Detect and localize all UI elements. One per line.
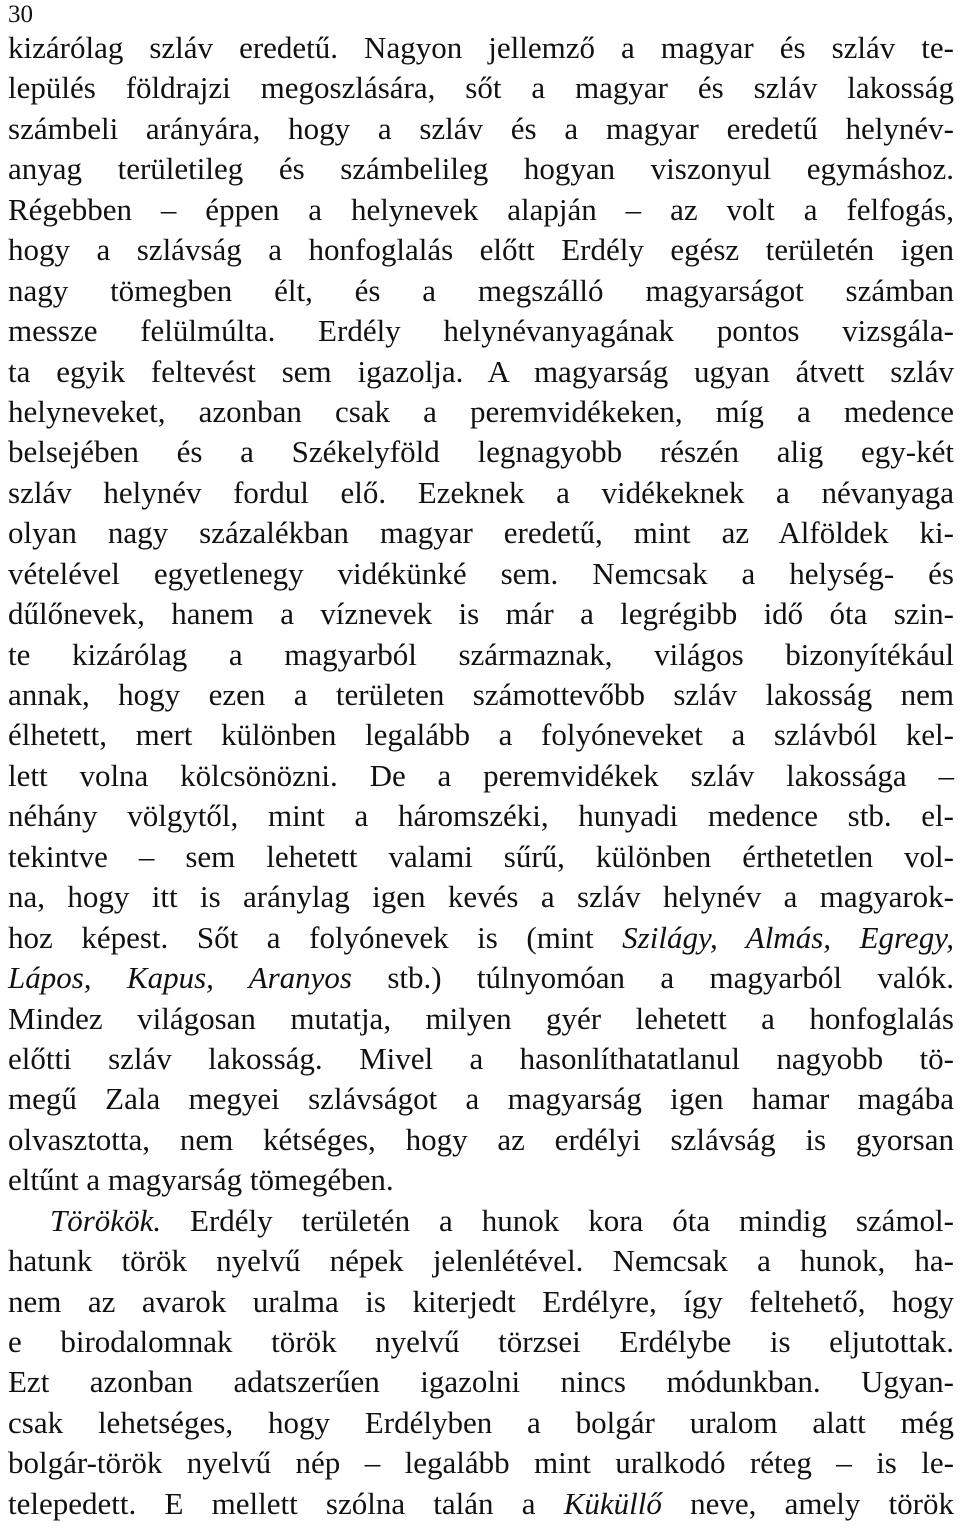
text-span: neve, amely török [661,1485,954,1521]
text-span: tekintve – sem lehetett valami sűrű, különben érthetetlen vol- [8,838,954,874]
text-span: nem az avarok uralma is kiterjedt Erdélyre, így feltehető, hogy [8,1283,954,1319]
text-span: ta egyik feltevést sem igazolja. A magyarság ugyan átvett szláv [8,353,954,389]
text-span: e birodalomnak török nyelvű törzsei Erdélybe is eljutottak. [8,1324,954,1359]
text-span: hatunk török nyelvű népek jelenlétével. Nemcsak a hunok, ha- [8,1243,954,1279]
text-line [8,756,954,796]
text-span: néhány völgytől, mint a háromszéki, hunyadi medence stb. el- [8,798,954,834]
text-span: lett volna kölcsönözni. De a peremvidékek szláv lakossága – [8,757,954,793]
text-span: na, hogy itt is aránylag igen kevés a szláv helynév a magyarok- [8,879,954,915]
text-line [8,1079,954,1119]
text-span: Mindez világosan mutatja, milyen gyér lehetett a honfoglalás [8,1000,954,1036]
text-line [8,352,954,392]
text-line [8,513,954,553]
text-span: Erdély területén a hunok kora óta mindig számol- [161,1202,954,1238]
body-text [8,28,954,1524]
text-span: Ezt azonban adatszerűen igazolni nincs módunkban. Ugyan- [8,1364,954,1400]
text-line [8,554,954,594]
text-span: vételével egyetlenegy vidékünké sem. Nemcsak a helység- és [8,555,954,591]
italic-text-span: Küküllő [563,1485,662,1521]
text-line [8,635,954,675]
text-line [8,877,954,917]
text-span: élhetett, mert különben legalább a folyóneveket a szlávból kel- [8,717,954,753]
text-line [8,594,954,634]
text-line [8,1282,954,1322]
text-line [8,1039,954,1079]
text-line [8,68,954,108]
text-span: dűlőnevek, hanem a víznevek is már a legrégibb idő óta szin- [8,596,954,632]
text-line [8,28,954,68]
italic-text-span: Szilágy, Almás, Egregy, [622,919,954,955]
text-span: helyneveket, azonban csak a peremvidékeken, míg a medence [8,393,954,429]
text-span: megű Zala megyei szlávságot a magyarság igen hamar magába [8,1081,954,1117]
text-span: olyan nagy százalékban magyar eredetű, mint az Alföldek ki- [8,515,954,551]
text-span: kizárólag szláv eredetű. Nagyon jellemző a magyar és szláv te- [8,30,954,65]
text-line [8,1443,954,1483]
text-span: messze felülmúlta. Erdély helynévanyagának pontos vizsgála- [8,313,954,349]
text-line [8,837,954,877]
text-span: bolgár-török nyelvű nép – legalább mint uralkodó réteg – is le- [8,1445,954,1481]
italic-text-span: Törökök. [50,1202,162,1238]
text-span: telepedett. E mellett szólna talán a [8,1485,564,1521]
text-span: eltűnt a magyarság tömegében. [8,1162,394,1198]
text-line [8,1484,954,1524]
text-line [8,1201,954,1241]
text-line [8,432,954,472]
text-line [8,918,954,958]
text-line [8,999,954,1039]
text-span: belsejében és a Székelyföld legnagyobb részén alig egy-két [8,434,954,470]
text-line [8,1362,954,1402]
text-span: stb.) túlnyomóan a magyarból valók. [352,960,955,996]
italic-text-span: Lápos, Kapus, Aranyos [8,960,352,996]
text-span: te kizárólag a magyarból származnak, világos bizonyítékául [8,636,954,672]
text-span: számbeli arányára, hogy a szláv és a magyar eredetű helynév- [8,110,954,146]
text-line [8,149,954,189]
text-span: nagy tömegben élt, és a megszálló magyarságot számban [8,272,954,308]
text-line [8,230,954,270]
text-line [8,473,954,513]
text-line [8,715,954,755]
text-span: annak, hogy ezen a területen számottevőbb szláv lakosság nem [8,677,954,712]
text-line [8,392,954,432]
text-span: olvasztotta, nem kétséges, hogy az erdélyi szlávság is gyorsan [8,1121,954,1157]
text-line [8,1322,954,1362]
text-line [8,1241,954,1281]
text-line [8,1120,954,1160]
text-span: hoz képest. Sőt a folyónevek is (mint [8,919,623,955]
text-line [8,1403,954,1443]
text-line [8,109,954,149]
page-number: 30 [8,1,33,28]
text-line [8,311,954,351]
text-span: lepülés földrajzi megoszlására, sőt a magyar és szláv lakosság [8,70,954,106]
text-span: csak lehetséges, hogy Erdélyben a bolgár uralom alatt még [8,1404,954,1440]
text-span: anyag területileg és számbelileg hogyan viszonyul egymáshoz. [8,151,954,187]
text-line [8,1160,954,1200]
text-line [8,271,954,311]
text-span: szláv helynév fordul elő. Ezeknek a vidékeknek a névanyaga [8,474,954,510]
text-span: előtti szláv lakosság. Mivel a hasonlíthatatlanul nagyobb tö- [8,1040,954,1076]
text-line [8,796,954,836]
text-line [8,675,954,715]
text-span: Régebben – éppen a helynevek alapján – az volt a felfogás, [8,191,954,227]
text-span: hogy a szlávság a honfoglalás előtt Erdély egész területén igen [8,232,954,268]
text-line [8,958,954,998]
text-line [8,190,954,230]
